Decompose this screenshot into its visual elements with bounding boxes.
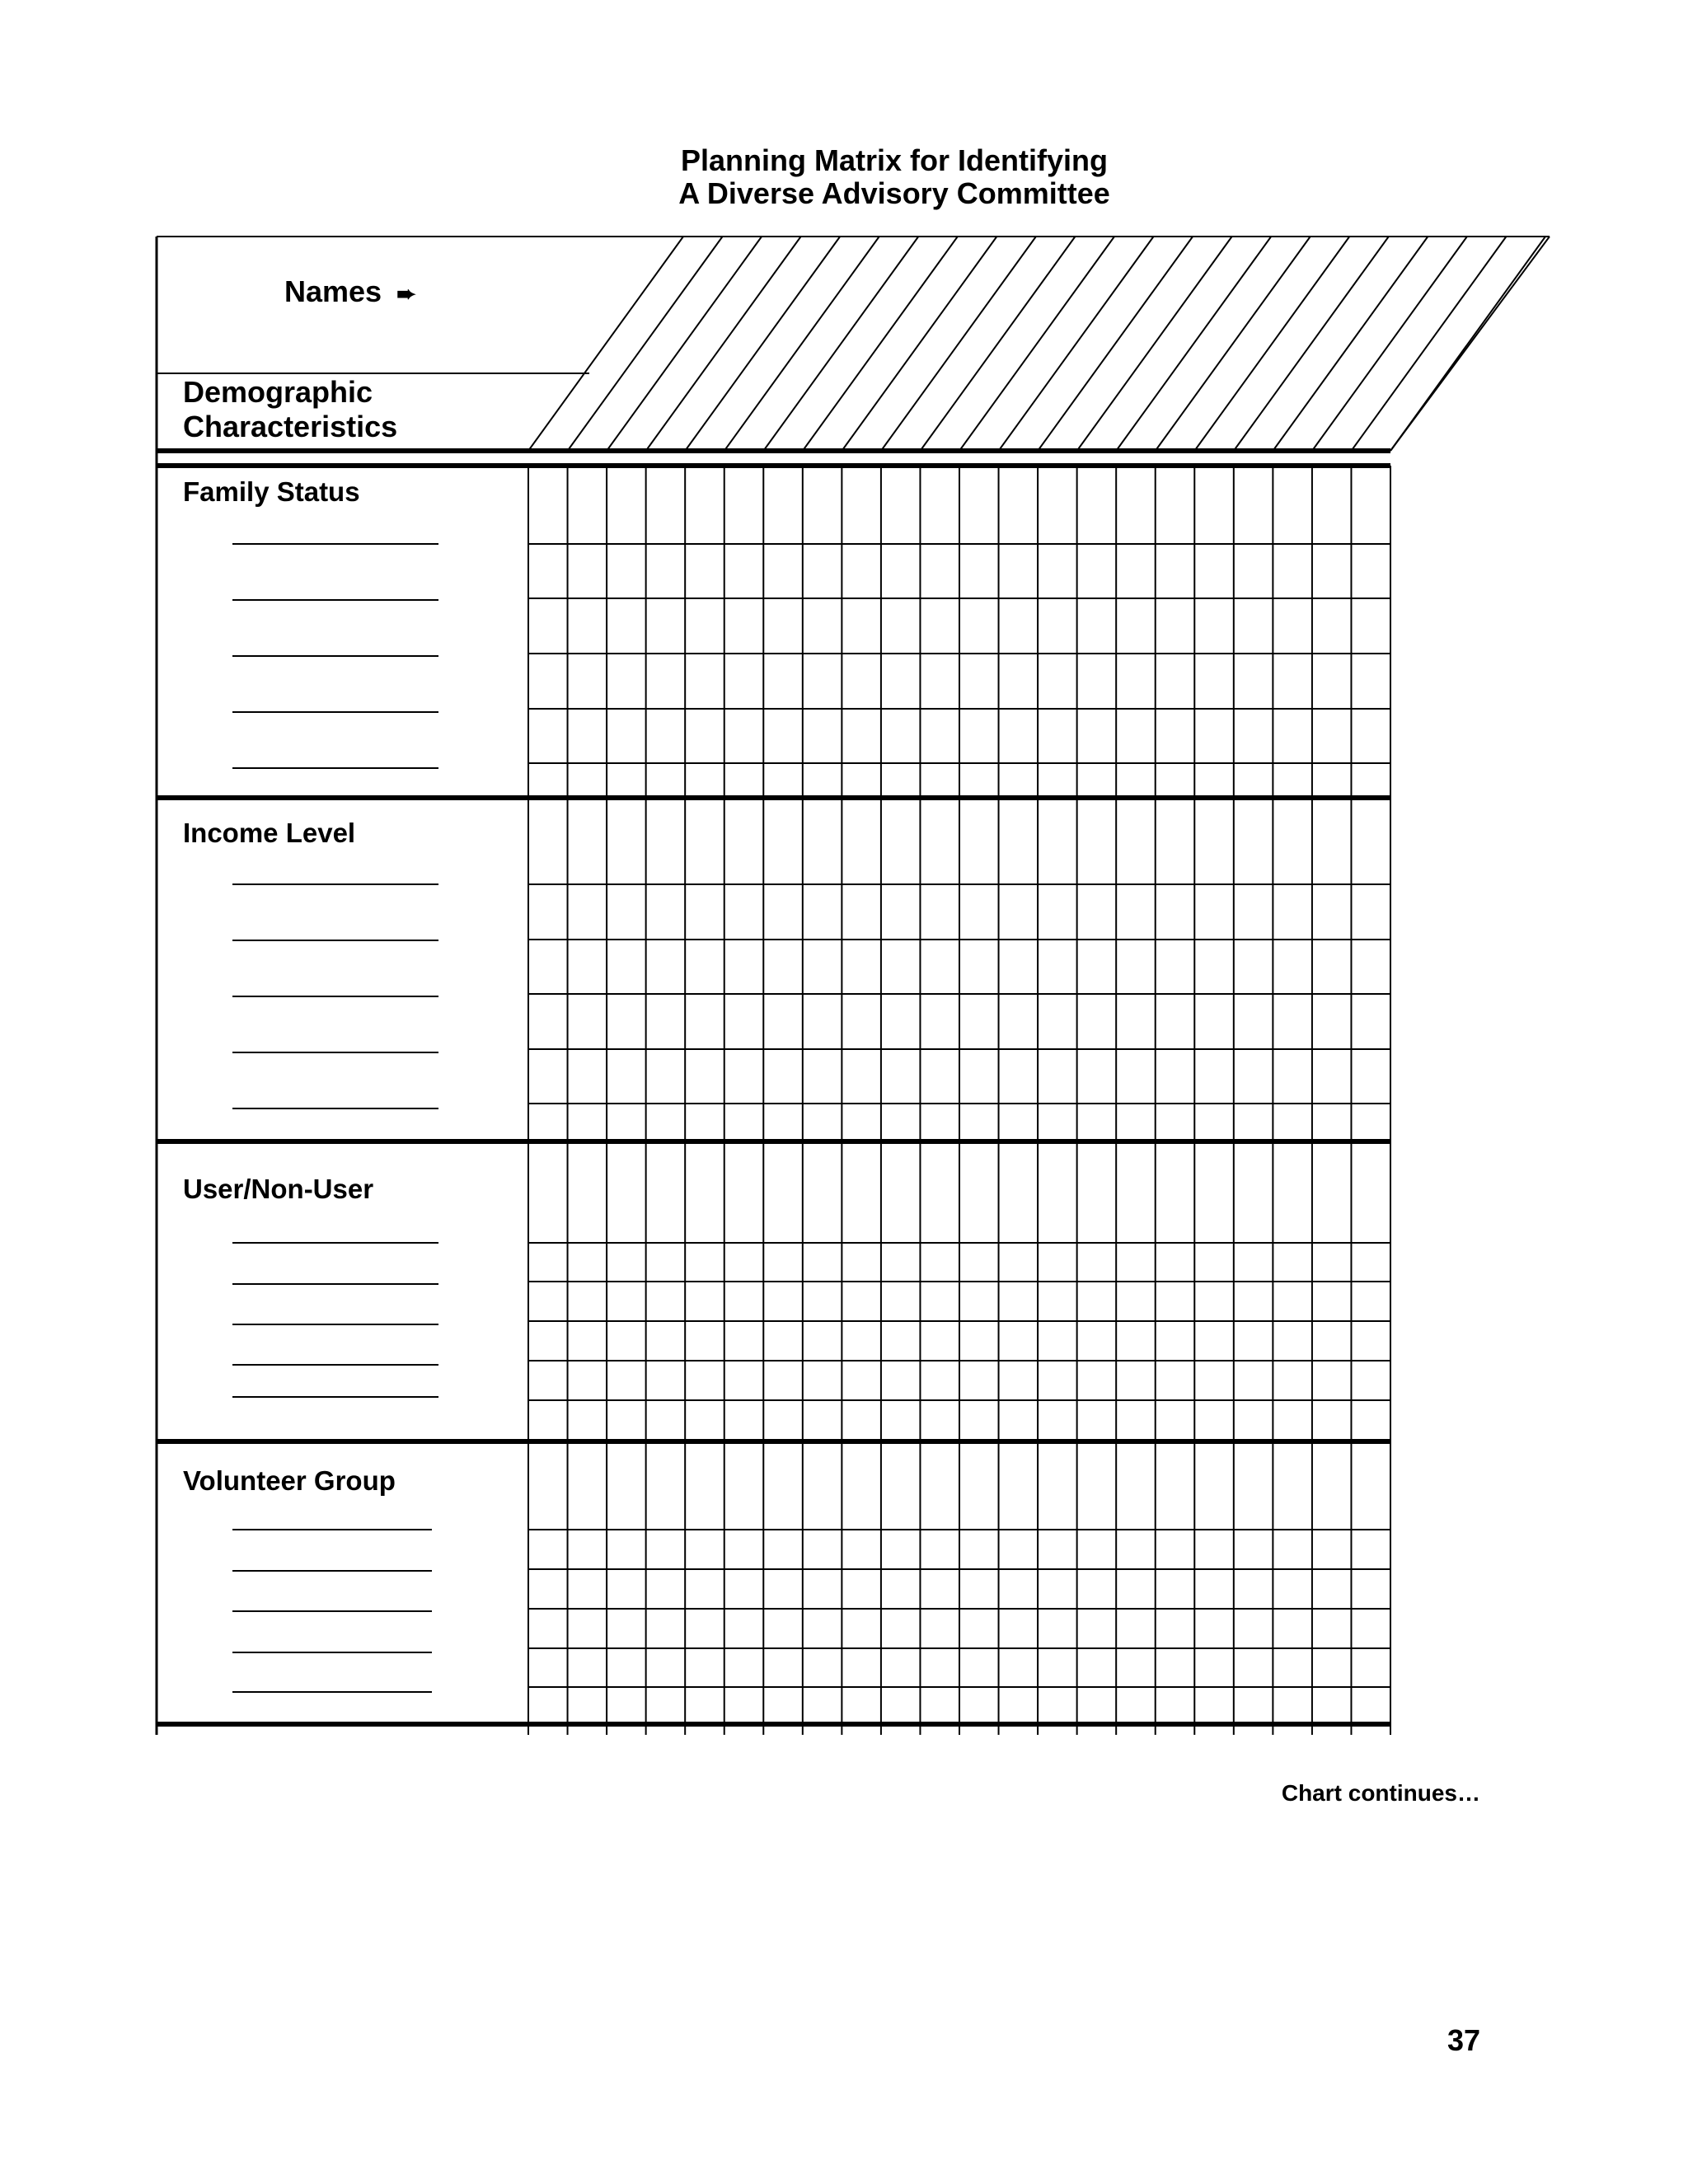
name-slot-diagonal — [607, 237, 762, 451]
name-slot-diagonal — [724, 237, 879, 451]
demographic-label-line-1: Demographic — [183, 375, 373, 409]
name-slot-diagonal — [1077, 237, 1232, 451]
names-label: Names — [284, 274, 382, 308]
section-label-user-non-user: User/Non-User — [183, 1174, 374, 1204]
name-slot-diagonal — [881, 237, 1036, 451]
page-number: 37 — [1447, 2023, 1480, 2057]
name-slot-diagonal — [920, 237, 1075, 451]
name-slot-diagonal — [1234, 237, 1389, 451]
names-header — [284, 274, 416, 309]
name-slot-diagonal — [999, 237, 1154, 451]
page-title-line-1: Planning Matrix for Identifying — [680, 143, 1108, 177]
name-slot-diagonal — [685, 237, 840, 451]
chart-continues-note: Chart continues… — [1281, 1780, 1480, 1806]
name-slot-diagonal — [1116, 237, 1271, 451]
name-slot-diagonal — [763, 237, 918, 451]
section-label-family-status: Family Status — [183, 476, 360, 507]
demographic-label-line-2: Characteristics — [183, 410, 398, 443]
name-slot-diagonal — [528, 237, 683, 451]
section-label-volunteer-group: Volunteer Group — [183, 1465, 396, 1496]
name-slot-diagonal — [1038, 237, 1193, 451]
name-slot-diagonal — [959, 237, 1114, 451]
section-label-income-level: Income Level — [183, 818, 356, 848]
name-slot-diagonal — [1194, 237, 1349, 451]
name-slot-diagonal — [1351, 237, 1506, 451]
right-arrow-icon: ➨ — [396, 281, 416, 307]
page-title-line-2: A Diverse Advisory Committee — [678, 176, 1110, 210]
name-slot-diagonal — [803, 237, 958, 451]
name-slot-diagonal — [1390, 237, 1545, 451]
name-slot-diagonal — [842, 237, 996, 451]
name-slot-diagonal — [568, 237, 723, 451]
name-slot-diagonal — [646, 237, 801, 451]
name-slot-diagonal — [1156, 237, 1311, 451]
demographic-characteristics-header — [183, 375, 397, 444]
name-slot-diagonal — [1273, 237, 1428, 451]
name-slot-diagonal — [1312, 237, 1467, 451]
